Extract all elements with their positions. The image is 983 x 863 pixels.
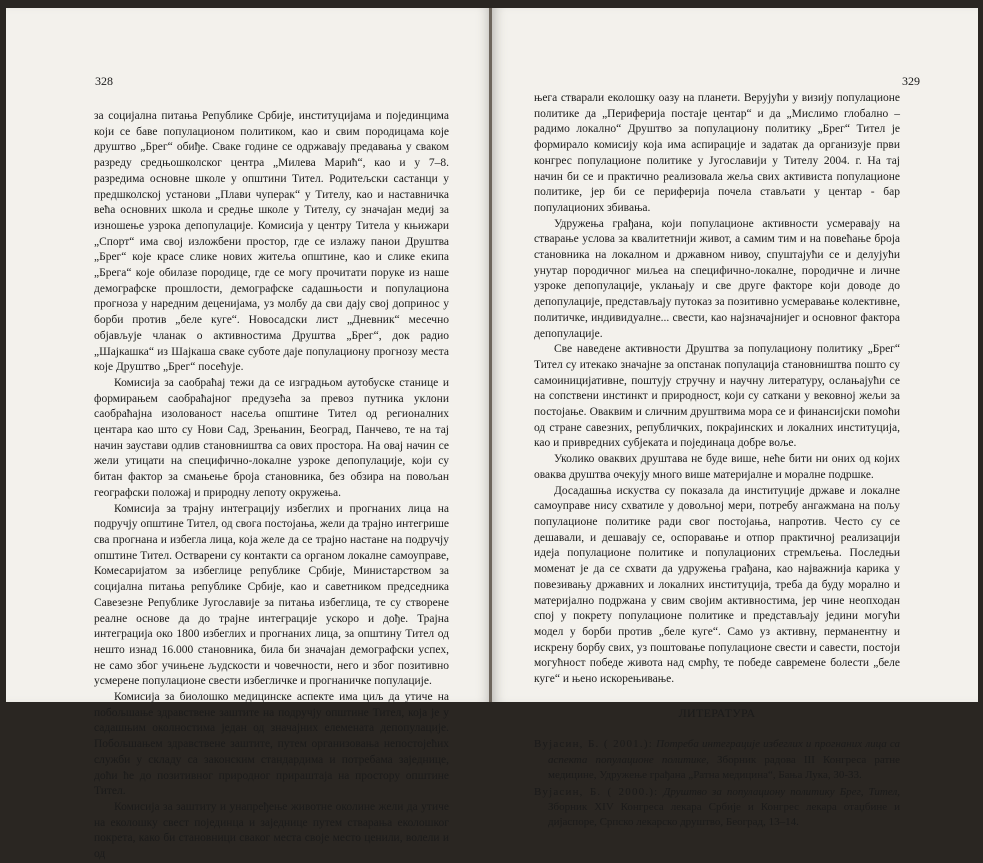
paragraph: Комисија за заштиту и унапређење животне околине жели да утиче на еколошку свест појединца и заједнице путем стварања еколошког покрета, како би становници сваког места своје место ценили, волели и од: [94, 800, 449, 861]
reference-item: [534, 737, 900, 783]
paragraph: њега стварали еколошку оазу на планети. Верујући у визију популационе политике да „Периферија постаје центар“ и да „Мислимо глобално – радимо локално“ Друштво за популациону политику „Брег“ Тител је формирало комисију која има аспирације и задатак да организује први конгрес популационе политике у Југославији у Тителу 2004. г. На тај начин би се и практично реализовала жеља свих активиста популационе политике, јер би се периферија почела стављати у центар - бар популационих збивања.: [534, 92, 900, 214]
left-page: [6, 8, 491, 861]
references-heading: ЛИТЕРАТУРА: [678, 705, 756, 720]
right-page-body: [534, 91, 900, 833]
page-number-right: 329: [902, 74, 920, 88]
paragraph: Досадашња искуства су показала да институције државе и локалне самоуправе нису схватиле у довољној мери, потребу ангажмана на пољу популационе политике ради свог постојања, напротив. Често су се дешавали, и дешавају се, оспоравање и отпор практичној реализацији идеја популационе политике и популационих стремљења. Последњи моменат је да се схвати да удружења грађана, као најважнија карика у повезивању државних и локалних институција, треба да буду морално и материјално подржана у свим својим активностима, јер чине неопходан спој у покрету популационе политике и представљају једини могући модел у борби против „беле куге“. Само уз активну, перманентну и искрену борбу свих, уз поштовање популационе свести и савести, постоји могућност победе живота над смрћу, те победе савремене болести „беле куге“ и њено искорењивање.: [534, 484, 900, 686]
reference-title: Друштво за популациону политику Брег, Тител,: [663, 786, 901, 799]
reference-author: Вујасин, Б. ( 2000.):: [534, 786, 659, 799]
paragraph: Комисија за трајну интеграцију избеглих и прогнаних лица на подручју општине Тител, од свога постојања, жели да трајно интегрише сва прогнана и избегла лица, која желе да се трајно настане на подручју општине Тител. Остварени су контакти са органом локалне самоуправе, Комесаријатом за избеглице републике Србије, Министарством за социјална питања републике Србије, као и саветником председника Савезезне Републике Југославије за питања избеглица, те су створене реалне основе да до трајне интеграције ускоро и дође. Трајна интеграција око 1800 избеглих и прогнаних лица, за општину Тител од нешто изнад 16.000 становника, била би значајан демографски успех, не само због учињене људскости и човечности, него и због позитивно усмерене популационе свести избегличке и прогнаничке популације.: [94, 502, 449, 688]
paragraph: Комисија за саобраћај тежи да се изградњом аутобуске станице и формирањем саобраћајног предузећа за превоз путника уклони саобраћајна изолованост насеља општине Тител од регионалних центара као што су Нови Сад, Зрењанин, Београд, Панчево, те на тај начин заустави одлив становништва са ових простора. На овај начин се жели утицати на специфично-локалне узроке депопулације, који су битан фактор за смањење броја становника, без обзира на повољан географски положај и природну лепоту окружења.: [94, 376, 449, 499]
reference-author: Вујасин, Б. ( 2001.):: [534, 738, 653, 751]
page-number-left: 328: [95, 74, 113, 88]
reference-details: Зборник радова III Конгреса ратне медицине, Удружење грађана „Ратна медицина“, Бања Лука, 30-33.: [548, 753, 901, 781]
paragraph: Уколико оваквих друштава не буде више, неће бити ни оних од којих оваква друштва очекују много више материјалне и моралне подршке.: [534, 453, 900, 481]
paragraph: Све наведене активности Друштва за популациону политику „Брег“ Тител су итекако значајне за опстанак популација становништва пошто су самоиницијативне, поштују стручну и научну литературу, ослањајући се на сопствени инстинкт и природност, који су саткани у вековној жељи за постојање. Оваквим и сличним друштвима мора се и финансијски помоћи од стране савезних, републичких, покрајинских и локалних институција, као и привредних субјеката и појединаца добре воље.: [534, 343, 900, 450]
reference-item: [534, 785, 900, 831]
right-page: [492, 8, 978, 829]
paragraph: Удружења грађана, који популационе активности усмеравају на стварање услова за квалитетнији живот, а самим тим и на повећање броја становника на локалном и државном нивоу, спуштајући се и делујући унутар породичног миљеа на специфично-локалне, породичне и личне узроке депопулације, уклањају и све друге факторе који доводе до депопулације, представљају путоказ за позитивно усмеравање колективне, политичке, индивидуалне... свести, као најзначајнијег и основног фактора депопулације.: [534, 217, 900, 340]
left-page-body: [94, 109, 449, 863]
paragraph: Комисија за биолошко медицинске аспекте има циљ да утиче на побољшање здравствене заштите на подручју општине Тител, која је у садашњим околностима један од значајних елемената депопулације. Побољшањем здравствене заштите, путем организовања непостојећих служби у складу са законским стандардима и потребама заједнице, доћи ће до позитивног природног прираштаја на простору општине Тител.: [94, 691, 449, 798]
reference-title: Потреба интеграције избеглих и прогнаних лица са аспекта популационе политике,: [548, 738, 901, 766]
reference-details: Зборник XIV Конгреса лекара Србије и Конгрес лекара отаџбине и дијаспоре, Српско лекарско друштво, Београд, 13–14.: [548, 801, 900, 829]
paragraph: за социјална питања Републике Србије, институцијама и појединцима који се баве популационом политиком, као и свим породицама које друштво „Брег“ обиђе. Сваке године се одржавају предавања у сваком разреду средњошколског центра „Милева Марић“, као и у 7–8. разредима основне школе у општини Тител. Родитељски састанци у предшколској установи „Плави чуперак“ у Тителу, као и наставничка већа основних школа и средње школе у Тителу, су значајан медиј за изношење узрока депопулације. Комисија у центру Титела у књижари „Спорт“ има свој изложбени простор, где се излажу панои Друштва „Брег“ које красе слике нових житеља општине, као и слике екипа „Брега“ које обилазе породице, где се могу прочитати поруке из наше демографске прошлости, демографске садашњости и популациона прогноза у наредним деценијама, уз молбу да сви дају свој допринос у борби против „беле куге“. Новосадски лист „Дневник“ месечно објављује чланак о активностима Друштва „Брег“, док радио „Шајкашка“ из Шајкаша сваке суботе даје популациону прогнозу места које Друштво „Брег“ посећује.: [94, 110, 449, 374]
